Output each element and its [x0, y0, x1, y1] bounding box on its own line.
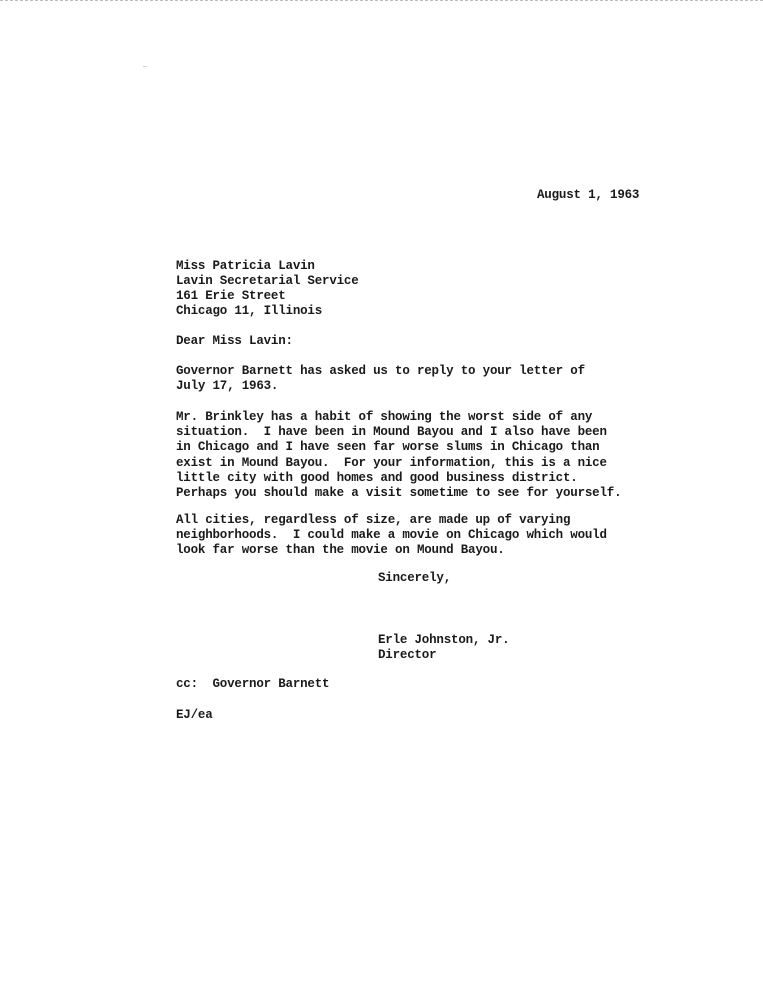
signature-name: Erle Johnston, Jr.	[378, 633, 510, 647]
paragraph-line: All cities, regardless of size, are made up of varying	[176, 513, 571, 527]
carbon-copy-line: cc: Governor Barnett	[176, 677, 330, 691]
paragraph-line: Perhaps you should make a visit sometime to see for yourself.	[176, 486, 622, 501]
salutation: Dear Miss Lavin:	[176, 334, 293, 348]
paragraph-line: July 17, 1963.	[176, 379, 279, 394]
paragraph-line: neighborhoods. I could make a movie on Chicago which would	[176, 528, 607, 543]
closing: Sincerely,	[378, 571, 452, 585]
paragraph-line: Mr. Brinkley has a habit of showing the worst side of any	[176, 410, 593, 424]
body-paragraph-3	[176, 513, 607, 559]
paragraph-line: Governor Barnett has asked us to reply to your letter of	[176, 364, 585, 378]
paragraph-line: situation. I have been in Mound Bayou and I also have been	[176, 425, 607, 440]
recipient-company: Lavin Secretarial Service	[176, 274, 359, 288]
scan-speck	[143, 66, 147, 67]
body-paragraph-1	[176, 364, 585, 394]
recipient-city: Chicago 11, Illinois	[176, 304, 323, 318]
paragraph-line: look far worse than the movie on Mound Bayou.	[176, 543, 505, 558]
paragraph-line: little city with good homes and good business district.	[176, 470, 578, 485]
letter-date: August 1, 1963	[537, 188, 640, 202]
body-paragraph-2	[176, 410, 621, 501]
recipient-name: Miss Patricia Lavin	[176, 259, 315, 273]
paragraph-line: in Chicago and I have seen far worse slums in Chicago than	[176, 440, 600, 455]
page-top-edge	[0, 0, 763, 1]
reference-initials: EJ/ea	[176, 708, 213, 722]
signature-title: Director	[378, 648, 437, 662]
recipient-street: 161 Erie Street	[176, 289, 286, 303]
paragraph-line: exist in Mound Bayou. For your information, this is a nice	[176, 455, 607, 470]
